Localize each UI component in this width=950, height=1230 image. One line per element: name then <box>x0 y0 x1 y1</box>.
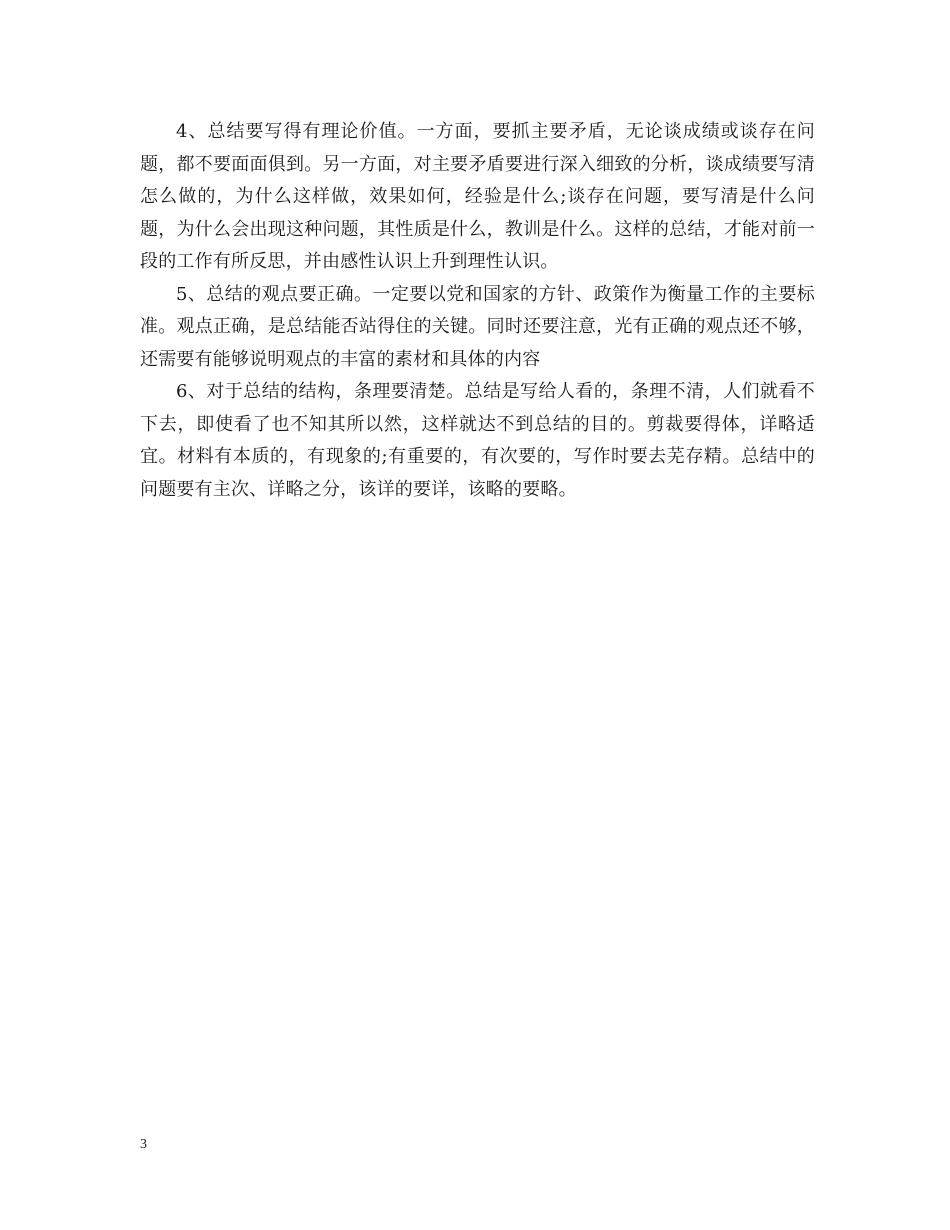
paragraph-point-6: 6、对于总结的结构，条理要清楚。总结是写给人看的，条理不清，人们就看不下去，即使看了也不知其所以然，这样就达不到总结的目的。剪裁要得体，详略适宜。材料有本质的，有现象的;有重要的，有次要的，写作时要去芜存精。总结中的问题要有主次、详略之分，该详的要详，该略的要略。 <box>140 381 815 500</box>
paragraph-point-5: 5、总结的观点要正确。一定要以党和国家的方针、政策作为衡量工作的主要标准。观点正确，是总结能否站得住的关键。同时还要注意，光有正确的观点还不够，还需要有能够说明观点的丰富的素材和具体的内容 <box>140 283 815 370</box>
document-body <box>140 116 815 506</box>
paragraph-point-4: 4、总结要写得有理论价值。一方面，要抓主要矛盾，无论谈成绩或谈存在问题，都不要面面俱到。另一方面，对主要矛盾要进行深入细致的分析，谈成绩要写清怎么做的，为什么这样做，效果如何，经验是什么;谈存在问题，要写清是什么问题，为什么会出现这种问题，其性质是什么，教训是什么。这样的总结，才能对前一段的工作有所反思，并由感性认识上升到理性认识。 <box>140 121 815 272</box>
page-number: 3 <box>140 1137 147 1152</box>
